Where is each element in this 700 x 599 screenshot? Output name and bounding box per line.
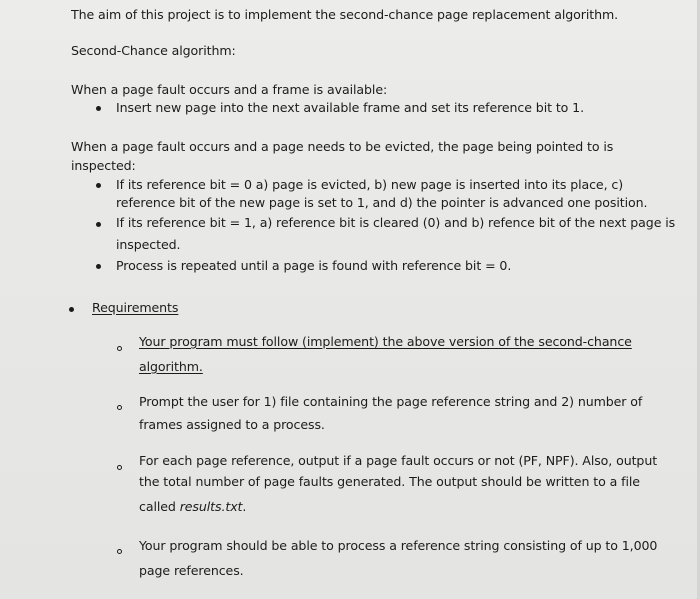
circle-bullet-icon: [117, 465, 122, 470]
req-4-line2: page references.: [139, 563, 244, 578]
case2-bullet-2-line1: If its reference bit = 1, a) reference bit is cleared (0) and b) refence bit of the next page is: [116, 215, 676, 230]
requirements-title: Requirements: [92, 300, 179, 315]
case2-lead-line1: When a page fault occurs and a page needs to be evicted, the page being pointed to is: [71, 139, 614, 154]
case2-bullet-2-line2: inspected.: [116, 237, 181, 252]
circle-bullet-icon: [117, 346, 122, 351]
bullet-icon: [96, 183, 101, 188]
case2-bullet-3: Process is repeated until a page is found with reference bit = 0.: [116, 258, 512, 273]
req-1-line2: algorithm.: [139, 359, 203, 374]
case2-bullet-1-line2: reference bit of the new page is set to 1, and d) the pointer is advanced one position.: [116, 195, 648, 210]
circle-bullet-icon: [117, 549, 122, 554]
case2-bullet-1-line1: If its reference bit = 0 a) page is evicted, b) new page is inserted into its place, c): [116, 177, 624, 192]
req-3-line2: the total number of page faults generated. The output should be written to a file: [139, 474, 640, 489]
req-1-line1: Your program must follow (implement) the above version of the second-chance: [139, 334, 632, 349]
case1-bullet: Insert new page into the next available frame and set its reference bit to 1.: [116, 100, 584, 115]
case1-lead: When a page fault occurs and a frame is available:: [71, 82, 388, 97]
req-2-line2: frames assigned to a process.: [139, 417, 325, 432]
results-filename: results.txt: [179, 499, 243, 514]
case2-lead-line2: inspected:: [71, 158, 136, 173]
bullet-icon: [96, 222, 101, 227]
bullet-icon: [69, 307, 74, 312]
req-3-line1: For each page reference, output if a page fault occurs or not (PF, NPF). Also, output: [139, 453, 658, 468]
req-3-line3-prefix: called: [139, 499, 180, 514]
req-3-line3-suffix: .: [242, 499, 247, 514]
bullet-icon: [96, 106, 101, 111]
req-2-line1: Prompt the user for 1) file containing the page reference string and 2) number of: [139, 394, 643, 409]
section-heading: Second-Chance algorithm:: [71, 43, 236, 58]
req-3-line3: [139, 498, 246, 516]
req-4-line1: Your program should be able to process a reference string consisting of up to 1,000: [139, 538, 658, 553]
bullet-icon: [96, 264, 101, 269]
intro-text: The aim of this project is to implement the second-chance page replacement algorithm.: [71, 7, 619, 22]
circle-bullet-icon: [117, 405, 122, 410]
